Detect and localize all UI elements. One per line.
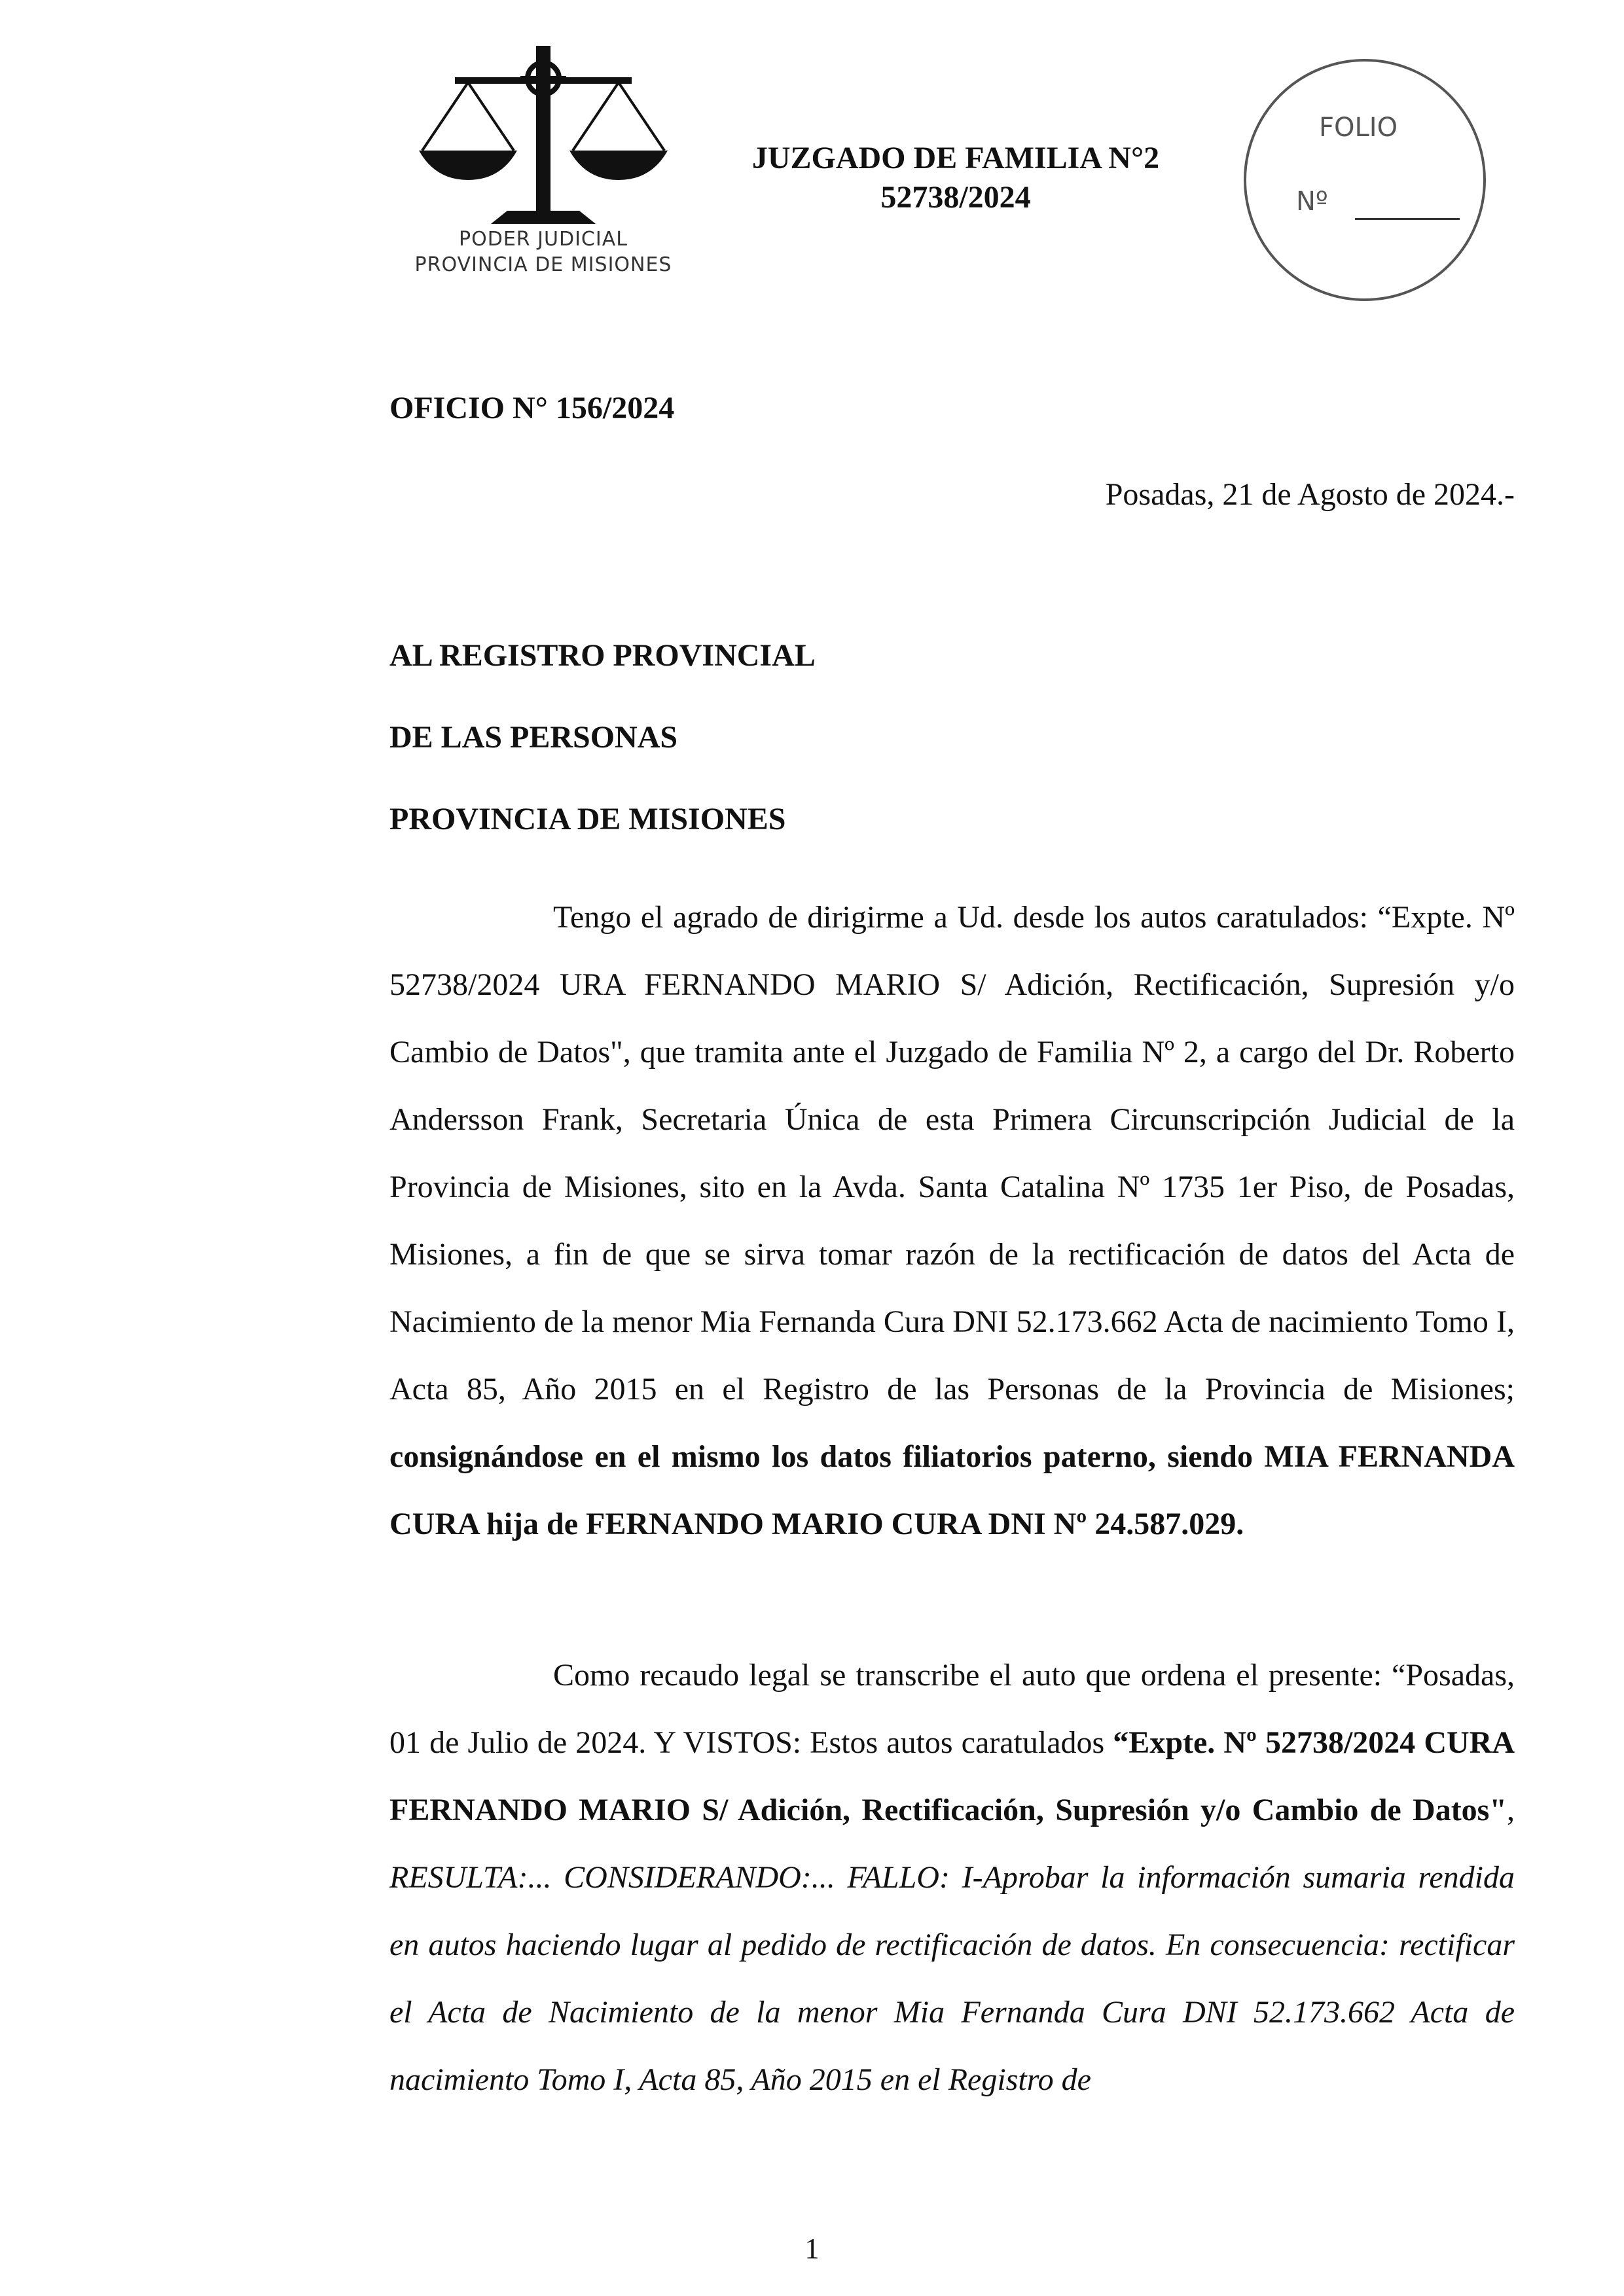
- body-paragraph-1: [389, 884, 1515, 1558]
- addressee-line-1: AL REGISTRO PROVINCIAL: [389, 638, 816, 673]
- folio-number-label: Nº: [1296, 187, 1328, 217]
- body-paragraph-2: [389, 1641, 1515, 2113]
- logo-text-provincia: PROVINCIA DE MISIONES: [414, 253, 672, 276]
- court-header: [681, 139, 1231, 217]
- case-number: 52738/2024: [880, 180, 1031, 215]
- paragraph-1-text: Tengo el agrado de dirigirme a Ud. desde los autos caratulados: “Expte. Nº 52738/2024 URA FERNANDO MARIO S/ Adición, Rectificación, Supresión y/o Cambio de Datos", que tramita ante el Juzgado de Familia Nº 2, a cargo del Dr. Roberto Andersson Frank, Secretaria Única de esta Primera Circunscripción Judicial de la Provincia de Misiones, sito en la Avda. Santa Catalina Nº 1735 1er Piso, de Posadas, Misiones, a fin de que se sirva tomar razón de la rectificación de datos del Acta de Nacimiento de la menor Mia Fernanda Cura DNI 52.173.662 Acta de nacimiento Tomo I, Acta 85, Año 2015 en el Registro de las Personas de la Provincia de Misiones;: [389, 900, 1515, 1407]
- paragraph-2-italic-ruling: RESULTA:... CONSIDERANDO:... FALLO: I-Aprobar la información sumaria rendida en autos haciendo lugar al pedido de rectificación de datos. En consecuencia: rectificar el Acta de Nacimiento de la menor Mia Fernanda Cura DNI 52.173.662 Acta de nacimiento Tomo I, Acta 85, Año 2015 en el Registro de: [389, 1860, 1515, 2097]
- folio-label: FOLIO: [1319, 113, 1398, 143]
- poder-judicial-logo: [393, 39, 694, 295]
- logo-text-poder-judicial: PODER JUDICIAL: [459, 228, 628, 251]
- document-date: Posadas, 21 de Agosto de 2024.-: [1105, 477, 1515, 512]
- paragraph-1-bold-text: consignándose en el mismo los datos filiatorios paterno, siendo MIA FERNANDA CURA hija de FERNANDO MARIO CURA DNI Nº 24.587.029.: [389, 1439, 1515, 1541]
- oficio-number: OFICIO N° 156/2024: [389, 391, 675, 425]
- folio-number-line: [1355, 218, 1460, 220]
- court-name: JUZGADO DE FAMILIA N°2: [751, 141, 1160, 175]
- addressee-line-3: PROVINCIA DE MISIONES: [389, 802, 786, 836]
- page-number: 1: [804, 2233, 820, 2265]
- addressee-line-2: DE LAS PERSONAS: [389, 720, 678, 755]
- paragraph-2-bold-case-title: “Expte. Nº 52738/2024 CURA FERNANDO MARIO S/ Adición, Rectificación, Supresión y/o Cambio de Datos": [389, 1725, 1515, 1827]
- folio-stamp: [1244, 59, 1486, 301]
- paragraph-2-text: Como recaudo legal se transcribe el auto que ordena el presente: “Posadas, 01 de Julio de 2024. Y VISTOS: Estos autos caratulados: [389, 1658, 1515, 1760]
- scales-of-justice-icon: [393, 39, 694, 229]
- paragraph-2-comma: ,: [1507, 1793, 1515, 1827]
- folio-stamp-circle: [1244, 59, 1486, 301]
